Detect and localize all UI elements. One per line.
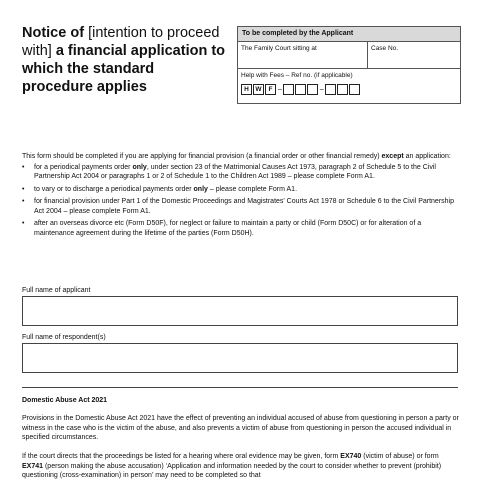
- hwf-dash: –: [319, 86, 324, 93]
- respondent-name-field[interactable]: [22, 343, 458, 373]
- title-part-1: Notice of: [22, 25, 89, 41]
- case-number-field[interactable]: [368, 42, 401, 68]
- respondent-name-label: Full name of respondent(s): [22, 334, 106, 341]
- hwf-letter-w: W: [253, 84, 264, 95]
- applicant-name-field[interactable]: [22, 296, 458, 326]
- intro-section: [22, 152, 460, 241]
- title-part-2: [intention to proceed with]: [22, 25, 220, 59]
- hwf-dash: –: [278, 86, 282, 93]
- domestic-abuse-heading: Domestic Abuse Act 2021: [22, 397, 108, 404]
- domestic-abuse-paragraph-1: Provisions in the Domestic Abuse Act 2021 have the effect of preventing an individual accused of abuse from questioning in person a party or witness in the case who is the victim of the abuse, and also prevents a victim of abuse from questioning in person the accused individual in specified circumstances.: [22, 415, 459, 441]
- hwf-letter-h: H: [241, 84, 252, 95]
- court-row: [238, 42, 460, 69]
- hwf-letter-f: F: [265, 84, 276, 95]
- domestic-abuse-paragraph-2: If the court directs that the proceedings be listed for a hearing where oral evidence may be given, form EX740 (victim of abuse) or form EX741 (person making the abuse accusation) ‘Application and information needed by the court to consider whether to prevent (prohibit) questioning (cross-examination) in person’ may need to be completed so that: [22, 453, 442, 479]
- help-with-fees-row: [238, 69, 460, 103]
- case-number-label: Case No.: [371, 45, 399, 52]
- court-sitting-field[interactable]: [238, 42, 368, 68]
- hwf-digit-box[interactable]: [349, 84, 360, 95]
- form-title: [22, 24, 227, 96]
- help-with-fees-label: Help with Fees – Ref no. (if applicable): [241, 72, 353, 79]
- list-item: • to vary or to discharge a periodical payments order only – please complete Form A1.: [22, 185, 298, 193]
- hwf-reference-boxes: [241, 84, 457, 95]
- list-item: • after an overseas divorce etc (Form D50F), for neglect or failure to maintain a party or child (Form D50C) or for alteration of a maintenance agreement during the lifetime of the parties (Form D50H).: [22, 220, 422, 237]
- hwf-digit-box[interactable]: [307, 84, 318, 95]
- court-sitting-label: The Family Court sitting at: [241, 45, 317, 52]
- hwf-digit-box[interactable]: [325, 84, 336, 95]
- exception-list: [22, 163, 460, 239]
- applicant-name-label: Full name of applicant: [22, 287, 91, 294]
- applicant-details-box: [237, 26, 461, 104]
- hwf-digit-box[interactable]: [337, 84, 348, 95]
- intro-text: This form should be completed if you are applying for financial provision (a financial order or other financial remedy) except an application:: [22, 153, 451, 160]
- list-item: • for a periodical payments order only, under section 23 of the Matrimonial Causes Act 1973, paragraph 2 of Schedule 5 to the Civil Partnership Act 2004 or paragraphs 1 or 2 of Schedule 1 to the Children Act 1989 – please complete Form A1.: [22, 163, 436, 180]
- hwf-digit-box[interactable]: [295, 84, 306, 95]
- section-divider: [22, 387, 458, 388]
- list-item: • for financial provision under Part 1 of the Domestic Proceedings and Magistrates' Courts Act 1978 or Schedule 6 to the Civil Partnership Act 2004 – please complete Form A1.: [22, 198, 454, 215]
- hwf-digit-box[interactable]: [283, 84, 294, 95]
- title-part-3: a financial application to which the standard procedure applies: [22, 43, 226, 95]
- applicant-box-header: To be completed by the Applicant: [238, 27, 460, 42]
